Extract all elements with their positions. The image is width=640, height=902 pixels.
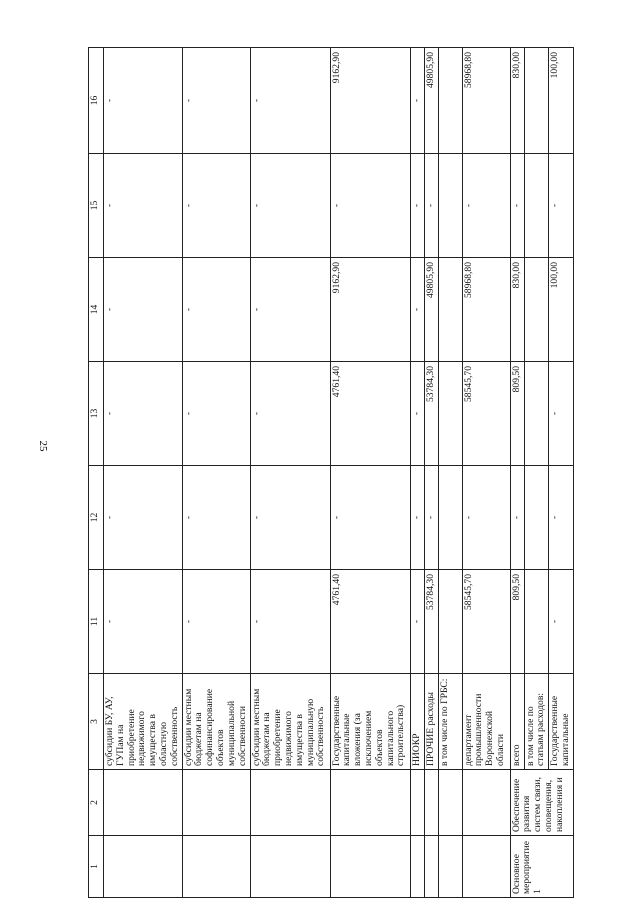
header-cell: 11	[89, 570, 104, 674]
cell-col14: 100,00	[549, 258, 574, 362]
cell-col15	[438, 154, 462, 258]
cell-col13	[438, 362, 462, 466]
cell-col16: 49805,90	[424, 48, 438, 154]
cell-col13: -	[410, 362, 424, 466]
cell-col2	[438, 770, 462, 836]
cell-col13: -	[182, 362, 250, 466]
cell-col15: -	[182, 154, 250, 258]
cell-col13	[524, 362, 549, 466]
header-cell: 14	[89, 258, 104, 362]
cell-col11: -	[182, 570, 250, 674]
header-cell: 2	[89, 770, 104, 836]
cell-col1	[250, 836, 330, 898]
cell-col11: -	[250, 570, 330, 674]
cell-col15: -	[330, 154, 410, 258]
cell-col13: 809,50	[510, 362, 524, 466]
cell-col12: -	[182, 466, 250, 570]
cell-col14	[438, 258, 462, 362]
cell-col12: -	[424, 466, 438, 570]
cell-col16: 58968,80	[462, 48, 510, 154]
cell-col1	[424, 836, 438, 898]
cell-col3: всего	[510, 674, 524, 770]
cell-col11: -	[104, 570, 183, 674]
cell-col13: 53784,30	[424, 362, 438, 466]
rotated-page-content	[88, 48, 618, 898]
page-number: 25	[37, 440, 49, 452]
cell-col1	[104, 836, 183, 898]
cell-col12: -	[330, 466, 410, 570]
cell-col15: -	[549, 154, 574, 258]
cell-col11	[438, 570, 462, 674]
cell-col16	[524, 48, 549, 154]
cell-col16	[438, 48, 462, 154]
cell-col12: -	[549, 466, 574, 570]
cell-col11: 809,50	[510, 570, 524, 674]
cell-col14: 58968,80	[462, 258, 510, 362]
cell-col11: 58545,70	[462, 570, 510, 674]
table-row	[462, 48, 510, 898]
cell-col16: 100,00	[549, 48, 574, 154]
cell-col2	[410, 770, 424, 836]
cell-col2	[462, 770, 510, 836]
header-cell: 3	[89, 674, 104, 770]
header-cell: 1	[89, 836, 104, 898]
cell-col14	[524, 258, 549, 362]
cell-col2	[250, 770, 330, 836]
cell-col11	[524, 570, 549, 674]
cell-col3: Государственные капитальные вложения (за исключением объектов капитального строительства)	[330, 674, 410, 770]
cell-col1	[182, 836, 250, 898]
cell-col12: -	[410, 466, 424, 570]
header-cell: 15	[89, 154, 104, 258]
cell-col3: в том числе по ГРБС:	[438, 674, 462, 770]
cell-col16: 9162,90	[330, 48, 410, 154]
cell-col14: 9162,90	[330, 258, 410, 362]
cell-col11: -	[410, 570, 424, 674]
cell-col15: -	[424, 154, 438, 258]
cell-col15: -	[462, 154, 510, 258]
cell-col3: субсидии местным бюджетам на приобретение недвижимого имущества в муниципальную собственность	[250, 674, 330, 770]
header-cell: 12	[89, 466, 104, 570]
cell-col15: -	[250, 154, 330, 258]
cell-col14: 830,00	[510, 258, 524, 362]
cell-col3: в том числе по статьям расходов:	[524, 674, 549, 770]
cell-col2	[104, 770, 183, 836]
cell-col3: НИОКР	[410, 674, 424, 770]
cell-col14: -	[104, 258, 183, 362]
table-row	[250, 48, 330, 898]
cell-col15	[524, 154, 549, 258]
cell-col3: Государственные капитальные	[549, 674, 574, 770]
cell-col14: -	[410, 258, 424, 362]
cell-col16: -	[182, 48, 250, 154]
cell-col3: департамент промышленности Воронежской области	[462, 674, 510, 770]
cell-col1	[462, 836, 510, 898]
cell-col2	[424, 770, 438, 836]
cell-col13: -	[250, 362, 330, 466]
header-row	[89, 48, 104, 898]
cell-col13: 4761,40	[330, 362, 410, 466]
cell-col15: -	[104, 154, 183, 258]
header-cell: 16	[89, 48, 104, 154]
cell-col2	[182, 770, 250, 836]
cell-col11: 53784,30	[424, 570, 438, 674]
cell-col12	[438, 466, 462, 570]
table-row	[330, 48, 410, 898]
cell-col13: -	[104, 362, 183, 466]
cell-col12: -	[462, 466, 510, 570]
cell-col11: 4761,40	[330, 570, 410, 674]
cell-col2: Обеспечение развития систем связи, оповещения, накопления и	[510, 770, 573, 836]
cell-col15: -	[410, 154, 424, 258]
cell-col12: -	[250, 466, 330, 570]
budget-table	[88, 47, 574, 898]
table-row	[182, 48, 250, 898]
cell-col16: 830,00	[510, 48, 524, 154]
cell-col14: 49805,90	[424, 258, 438, 362]
cell-col13: 58545,70	[462, 362, 510, 466]
cell-col16: -	[250, 48, 330, 154]
cell-col14: -	[250, 258, 330, 362]
cell-col1: Основное мероприятие 1	[510, 836, 573, 898]
cell-col3: субсидии местным бюджетам на софинансирование объектов муниципальной собственности	[182, 674, 250, 770]
cell-col1	[330, 836, 410, 898]
cell-col16: -	[410, 48, 424, 154]
table-row	[410, 48, 424, 898]
cell-col12: -	[510, 466, 524, 570]
cell-col1	[410, 836, 424, 898]
cell-col12	[524, 466, 549, 570]
table-row	[438, 48, 462, 898]
cell-col13: -	[549, 362, 574, 466]
table-row	[424, 48, 438, 898]
cell-col3: ПРОЧИЕ расходы	[424, 674, 438, 770]
cell-col16: -	[104, 48, 183, 154]
cell-col1	[438, 836, 462, 898]
table-row	[510, 48, 524, 898]
cell-col12: -	[104, 466, 183, 570]
table-row	[104, 48, 183, 898]
cell-col3: субсидии БУ, АУ, ГУПам на приобретение недвижимого имущества в областную собственность	[104, 674, 183, 770]
cell-col11: -	[549, 570, 574, 674]
header-cell: 13	[89, 362, 104, 466]
cell-col2	[330, 770, 410, 836]
cell-col15: -	[510, 154, 524, 258]
cell-col14: -	[182, 258, 250, 362]
